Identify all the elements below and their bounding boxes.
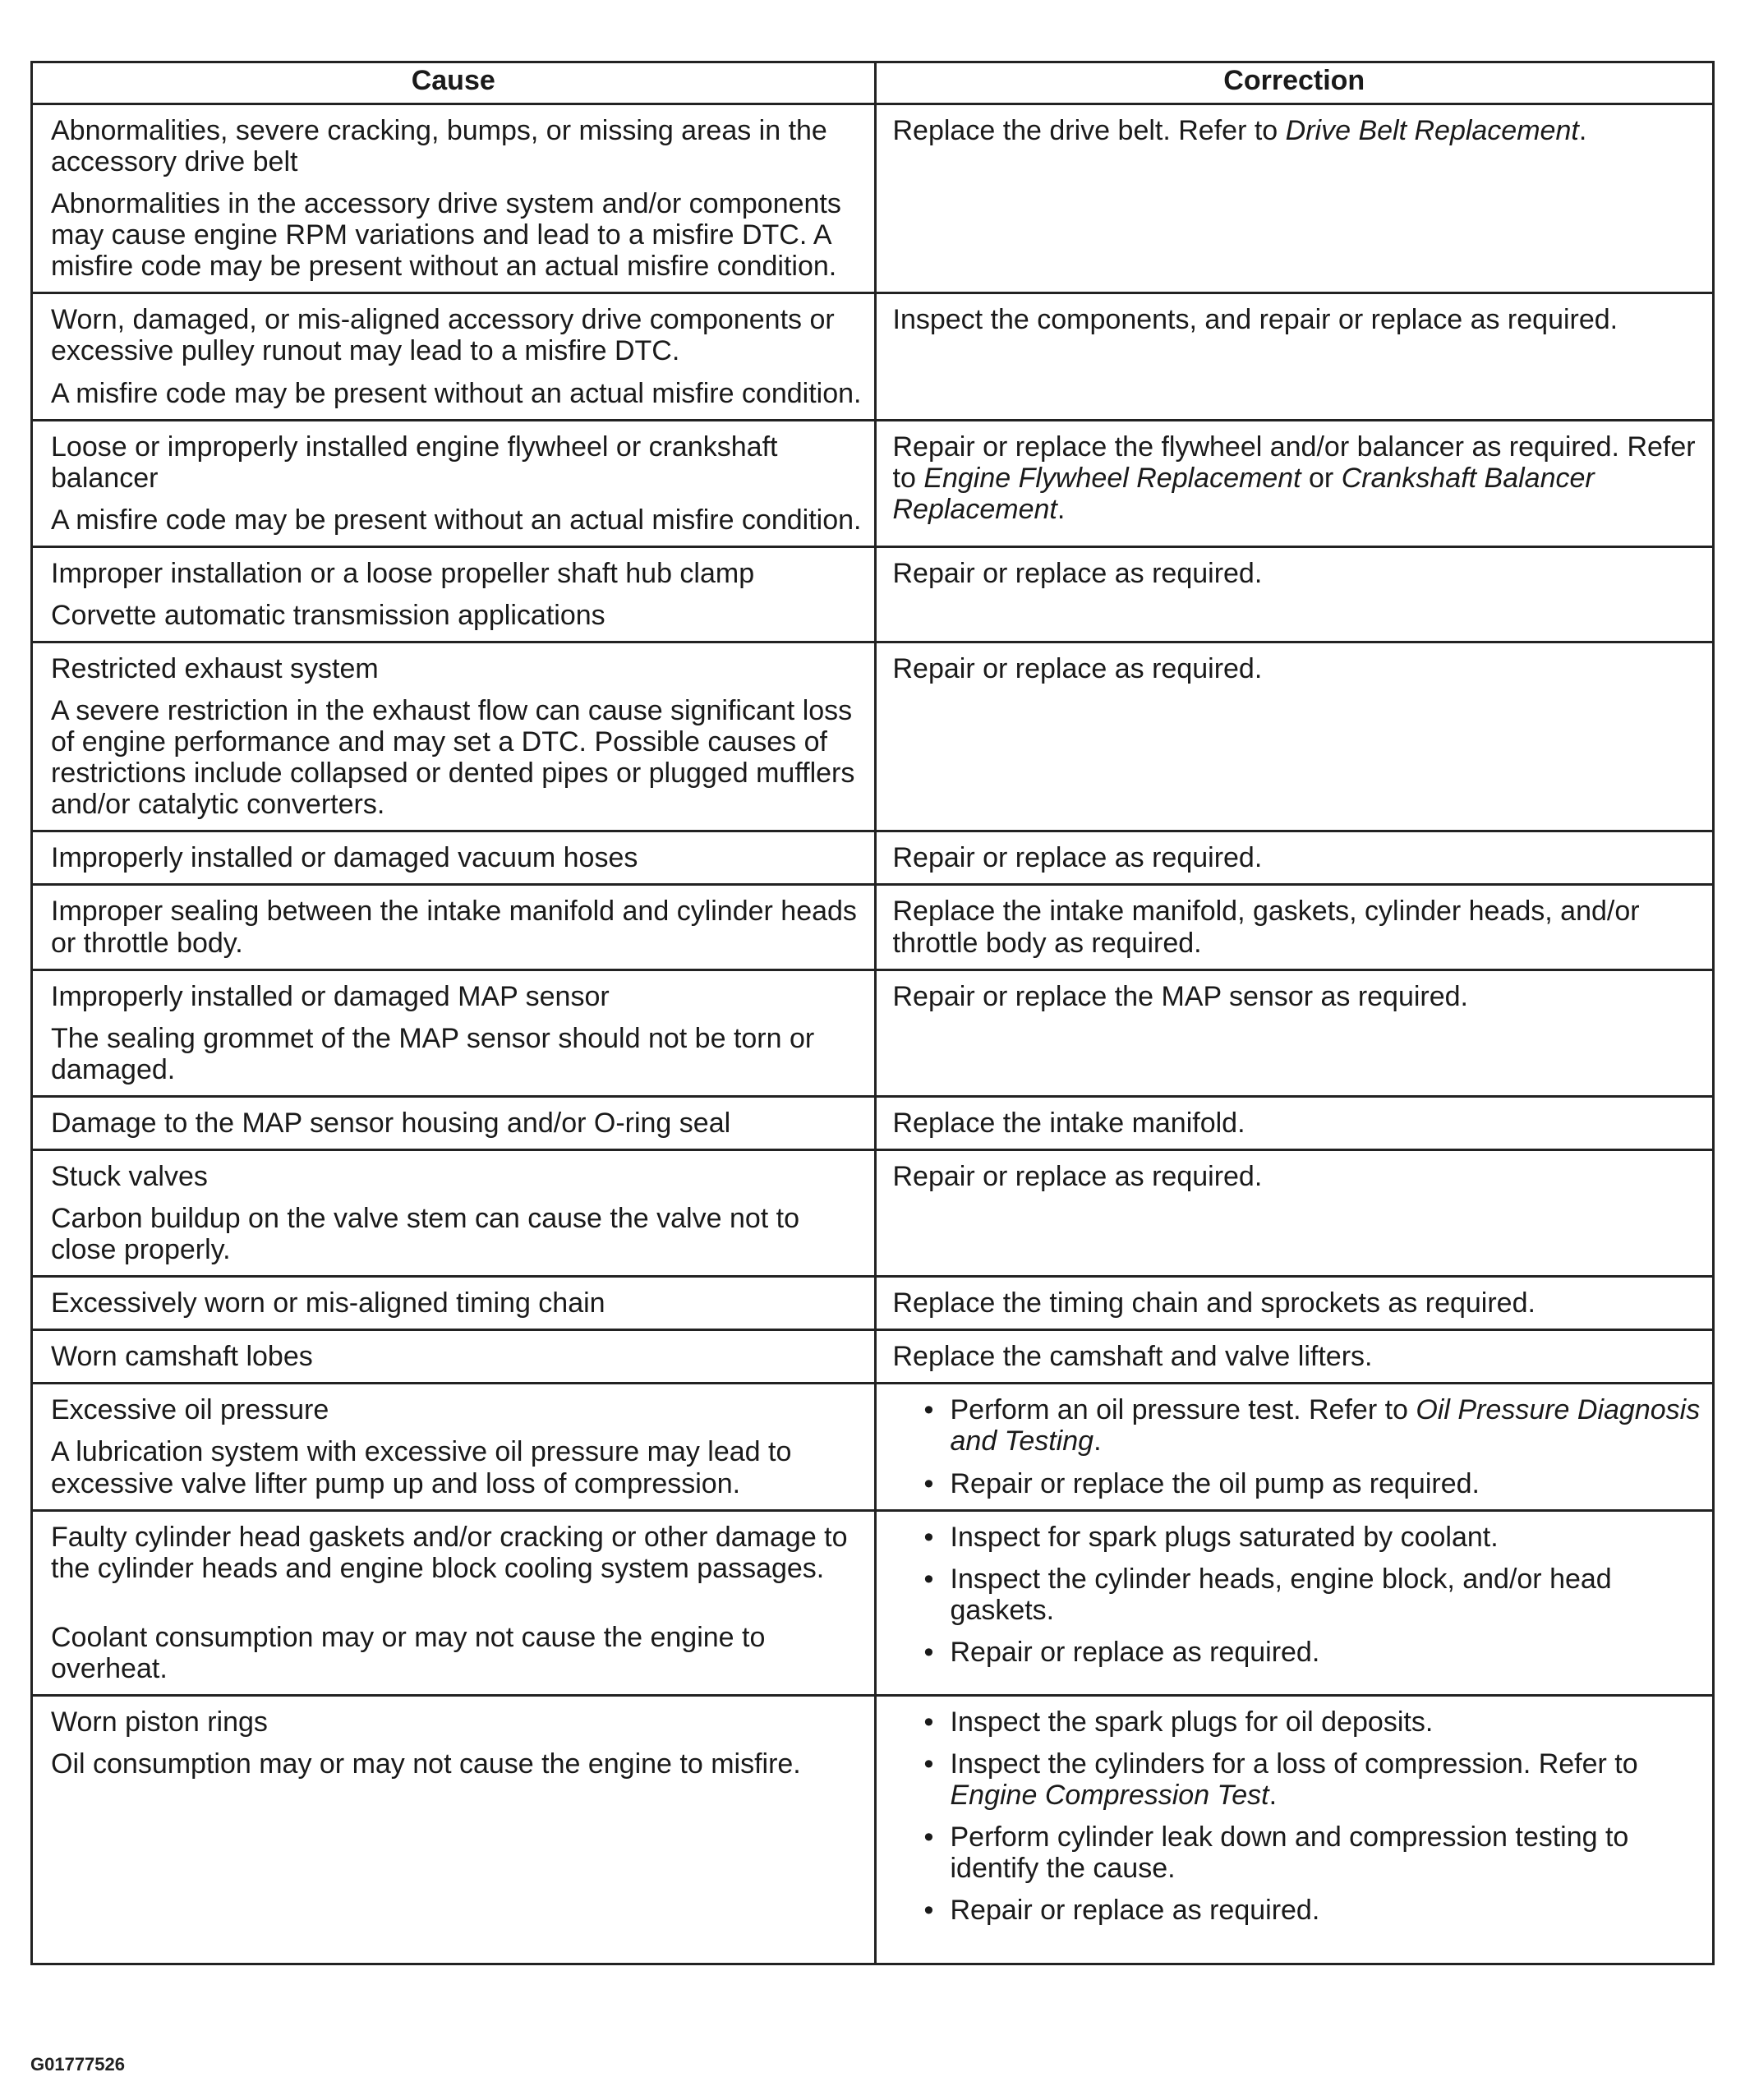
correction-cell	[875, 1277, 1712, 1330]
cause-cell	[33, 1695, 875, 1963]
table-header-row	[33, 63, 1712, 104]
correction-steps	[893, 1394, 1705, 1499]
cause-cell	[33, 831, 875, 885]
table-row	[33, 1330, 1712, 1384]
cause-text: Stuck valves	[51, 1160, 208, 1192]
table-row	[33, 969, 1712, 1096]
cause-note: Abnormalities in the accessory drive system and/or components may cause engine RPM variations and lead to a misfire DTC. A misfire code may be present without an actual misfire condition.	[51, 188, 841, 283]
table-row	[33, 1096, 1712, 1149]
cause-column-header: Cause	[33, 63, 875, 104]
cause-text: Damage to the MAP sensor housing and/or O-ring seal	[51, 1107, 731, 1139]
diagnostic-table-frame	[30, 61, 1715, 1965]
cause-cell	[33, 293, 875, 420]
cause-text: Improper installation or a loose propeller shaft hub clamp	[51, 557, 755, 589]
cause-note: A severe restriction in the exhaust flow can cause significant loss of engine performance and may set a DTC. Possible causes of restrictions include collapsed or dented pipes or plugged mufflers and/or catalytic converters.	[51, 695, 855, 821]
correction-cell	[875, 1149, 1712, 1276]
correction-cell	[875, 642, 1712, 831]
cause-cell	[33, 1149, 875, 1276]
correction-column-header: Correction	[875, 63, 1712, 104]
bullet-icon: •	[923, 1394, 934, 1426]
correction-step: • Inspect the cylinder heads, engine block, and/or head gaskets.	[923, 1563, 1612, 1626]
correction-text: Repair or replace the flywheel and/or balancer as required. Refer to Engine Flywheel Replacement or Crankshaft Balancer Replacement.	[892, 431, 1696, 525]
correction-text: Replace the intake manifold.	[892, 1107, 1245, 1139]
correction-cell	[875, 1384, 1712, 1510]
correction-cell	[875, 969, 1712, 1096]
correction-text: Repair or replace as required.	[892, 842, 1263, 874]
table-row	[33, 546, 1712, 642]
bullet-icon: •	[923, 1467, 934, 1499]
correction-cell	[875, 1510, 1712, 1695]
cause-text: Improper sealing between the intake manifold and cylinder heads or throttle body.	[51, 896, 857, 959]
procedure-reference: Engine Compression Test	[950, 1780, 1269, 1812]
cause-text: Worn, damaged, or mis-aligned accessory drive components or excessive pulley runout may lead to a misfire DTC.	[51, 304, 835, 367]
bullet-icon: •	[923, 1521, 934, 1553]
correction-step: • Perform cylinder leak down and compression testing to identify the cause.	[923, 1821, 1629, 1885]
cause-correction-table	[33, 63, 1712, 1963]
table-row	[33, 1277, 1712, 1330]
procedure-reference: Crankshaft Balancer Replacement	[892, 462, 1595, 525]
correction-text: Repair or replace as required.	[892, 653, 1263, 685]
table-row	[33, 1695, 1712, 1963]
correction-step: • Perform an oil pressure test. Refer to Oil Pressure Diagnosis and Testing.	[923, 1394, 1701, 1458]
correction-cell	[875, 293, 1712, 420]
cause-text: Worn camshaft lobes	[51, 1341, 313, 1373]
table-row	[33, 420, 1712, 546]
cause-cell	[33, 420, 875, 546]
cause-cell	[33, 1510, 875, 1695]
cause-text: Excessively worn or mis-aligned timing chain	[51, 1287, 605, 1319]
cause-text: Worn piston rings	[51, 1706, 268, 1738]
cause-cell	[33, 885, 875, 969]
table-row	[33, 293, 1712, 420]
table-row	[33, 1149, 1712, 1276]
correction-cell	[875, 1096, 1712, 1149]
cause-cell	[33, 104, 875, 293]
correction-text: Replace the timing chain and sprockets as required.	[892, 1287, 1536, 1319]
cause-text: Improperly installed or damaged MAP sensor	[51, 980, 610, 1012]
cause-note: A lubrication system with excessive oil pressure may lead to excessive valve lifter pump up and loss of compression.	[51, 1436, 792, 1499]
correction-cell	[875, 104, 1712, 293]
correction-cell	[875, 885, 1712, 969]
correction-step: • Inspect the cylinders for a loss of compression. Refer to Engine Compression Test.	[923, 1748, 1638, 1812]
correction-steps	[893, 1706, 1705, 1926]
correction-steps	[893, 1522, 1705, 1668]
correction-step: • Repair or replace the oil pump as required.	[923, 1467, 1480, 1499]
cause-text: Improperly installed or damaged vacuum hoses	[51, 842, 638, 874]
cause-cell	[33, 1384, 875, 1510]
correction-text: Repair or replace as required.	[892, 557, 1263, 589]
correction-cell	[875, 1695, 1712, 1963]
correction-cell	[875, 546, 1712, 642]
cause-note: Coolant consumption may or may not cause the engine to overheat.	[51, 1621, 766, 1684]
correction-text: Repair or replace as required.	[892, 1160, 1263, 1192]
cause-text: Faulty cylinder head gaskets and/or cracking or other damage to the cylinder heads and engine block cooling system passages.	[51, 1521, 848, 1584]
correction-cell	[875, 1330, 1712, 1384]
bullet-icon: •	[923, 1895, 934, 1927]
cause-note: The sealing grommet of the MAP sensor should not be torn or damaged.	[51, 1022, 815, 1085]
table-row	[33, 1384, 1712, 1510]
bullet-icon: •	[923, 1821, 934, 1854]
correction-text: Replace the drive belt. Refer to Drive Belt Replacement.	[892, 115, 1587, 146]
bullet-icon: •	[923, 1636, 934, 1668]
correction-step: • Inspect the spark plugs for oil deposits.	[923, 1706, 1434, 1738]
correction-step: • Inspect for spark plugs saturated by coolant.	[923, 1521, 1499, 1553]
bullet-icon: •	[923, 1748, 934, 1780]
cause-cell	[33, 1096, 875, 1149]
figure-id: G01777526	[30, 2054, 125, 2075]
cause-text: Abnormalities, severe cracking, bumps, or missing areas in the accessory drive belt	[51, 115, 827, 178]
cause-cell	[33, 969, 875, 1096]
correction-step: • Repair or replace as required.	[923, 1895, 1320, 1927]
cause-note: A misfire code may be present without an actual misfire condition.	[51, 377, 862, 409]
table-row	[33, 1510, 1712, 1695]
cause-note: Carbon buildup on the valve stem can cause the valve not to close properly.	[51, 1203, 800, 1266]
correction-cell	[875, 831, 1712, 885]
cause-cell	[33, 1330, 875, 1384]
cause-text: Loose or improperly installed engine flywheel or crankshaft balancer	[51, 431, 778, 494]
correction-cell	[875, 420, 1712, 546]
procedure-reference: Oil Pressure Diagnosis and Testing	[950, 1394, 1701, 1458]
procedure-reference: Engine Flywheel Replacement	[923, 462, 1301, 494]
correction-text: Replace the camshaft and valve lifters.	[892, 1341, 1373, 1373]
correction-text: Replace the intake manifold, gaskets, cylinder heads, and/or throttle body as required.	[892, 896, 1640, 959]
correction-text: Repair or replace the MAP sensor as required.	[892, 980, 1469, 1012]
bullet-icon: •	[923, 1706, 934, 1738]
correction-step: • Repair or replace as required.	[923, 1636, 1320, 1668]
procedure-reference: Drive Belt Replacement	[1285, 115, 1579, 146]
table-row	[33, 642, 1712, 831]
cause-text: Restricted exhaust system	[51, 653, 379, 685]
bullet-icon: •	[923, 1563, 934, 1595]
cause-cell	[33, 642, 875, 831]
cause-note: Oil consumption may or may not cause the engine to misfire.	[51, 1748, 801, 1780]
cause-cell	[33, 546, 875, 642]
cause-cell	[33, 1277, 875, 1330]
cause-note: Corvette automatic transmission applications	[51, 599, 605, 631]
table-row	[33, 104, 1712, 293]
table-row	[33, 885, 1712, 969]
correction-text: Inspect the components, and repair or replace as required.	[892, 304, 1618, 336]
table-row	[33, 831, 1712, 885]
cause-text: Excessive oil pressure	[51, 1394, 329, 1426]
cause-note: A misfire code may be present without an actual misfire condition.	[51, 504, 862, 536]
